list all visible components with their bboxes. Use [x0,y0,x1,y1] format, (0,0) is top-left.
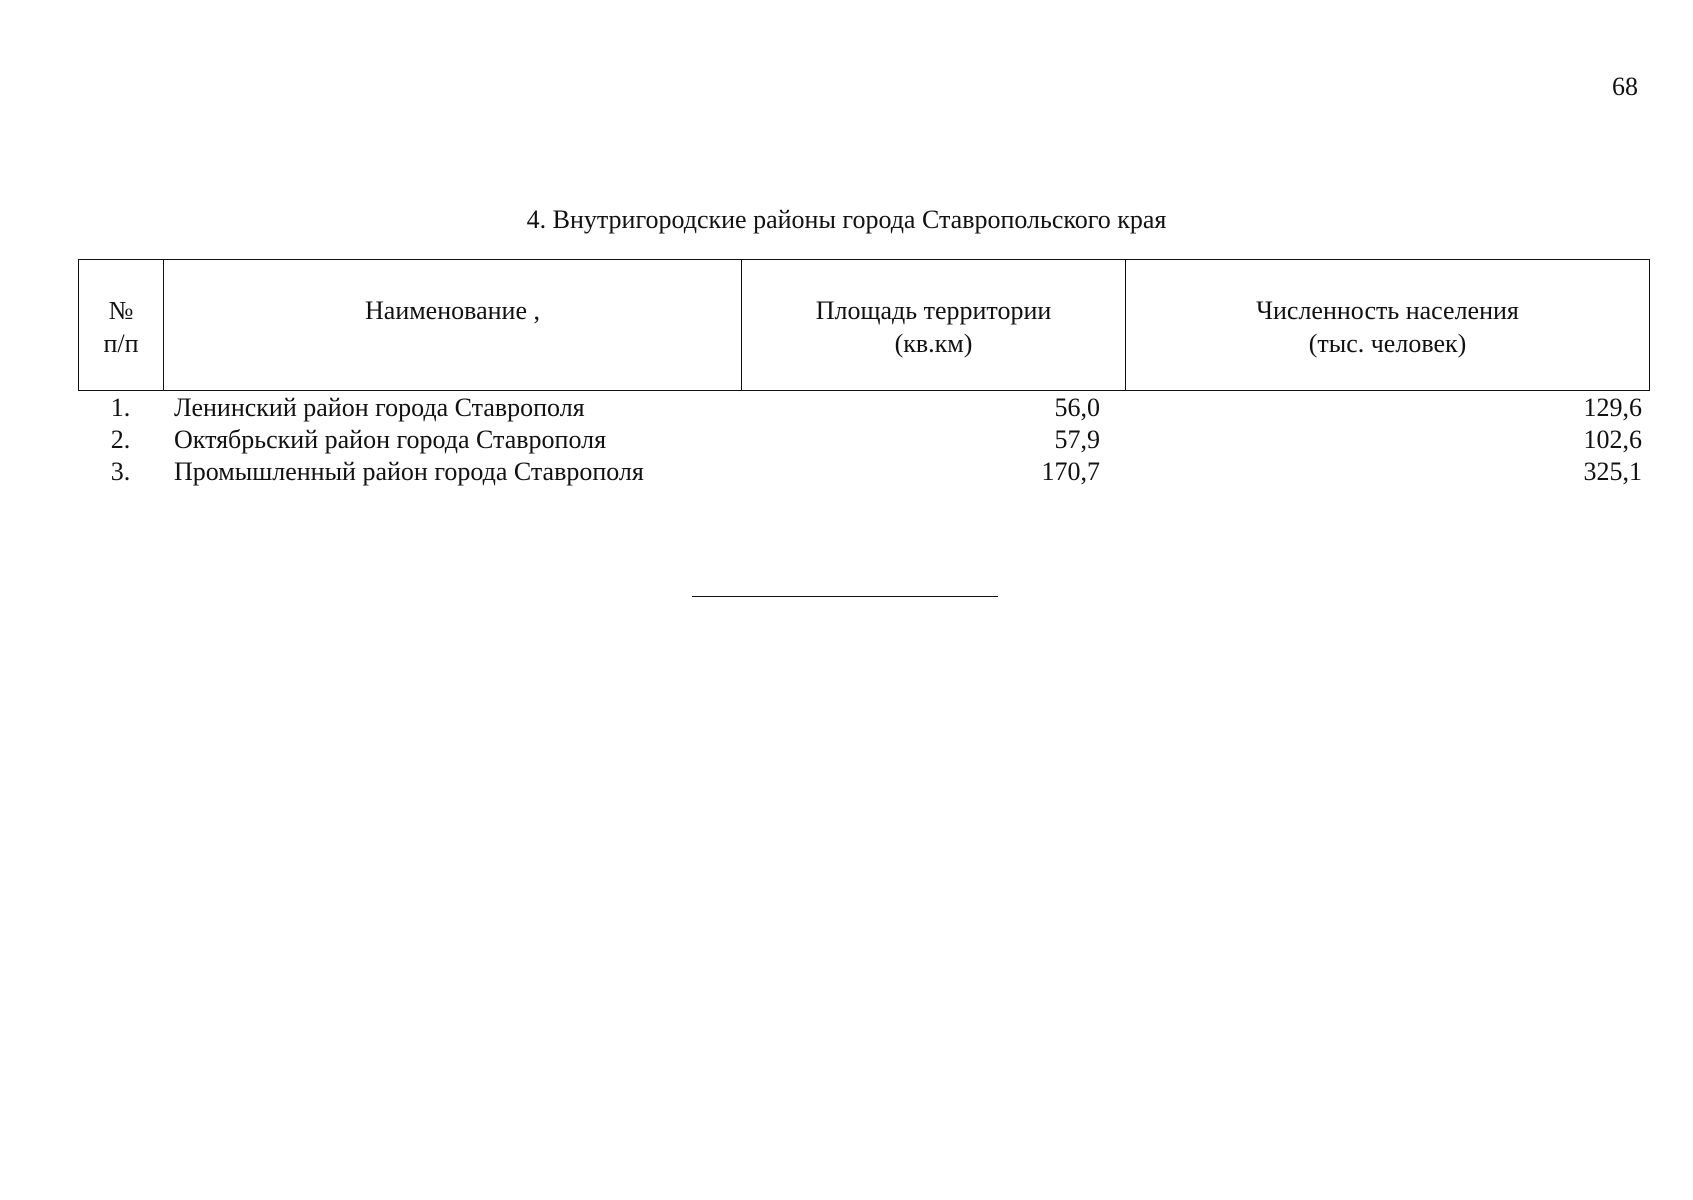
row-area: 57,9 [1054,425,1100,454]
row-area: 170,7 [1041,457,1100,486]
row-number: 3. [110,457,131,486]
row-number: 1. [110,393,131,422]
header-population-unit: (тыс. человек) [1308,329,1467,358]
row-name: Октябрьский район города Ставрополя [174,425,607,454]
page-number: 68 [1612,72,1638,101]
table-row [78,392,1650,424]
header-number [79,260,164,390]
row-population: 102,6 [1583,425,1642,454]
header-name [164,260,742,390]
table-header [78,259,1650,391]
header-area-unit: (кв.км) [894,329,973,358]
row-name: Промышленный район города Ставрополя [174,457,644,486]
row-name: Ленинский район города Ставрополя [174,393,585,422]
header-number-symbol: № [108,296,134,325]
header-population-label: Численность населения [1256,296,1519,325]
table-body [78,392,1650,488]
row-population: 129,6 [1583,393,1642,422]
header-number-abbr: п/п [103,329,139,358]
end-divider [692,596,998,597]
header-name-label: Наименование , [365,296,540,325]
header-area-label: Площадь территории [815,296,1052,325]
row-number: 2. [110,425,131,454]
header-area [742,260,1126,390]
header-population [1126,260,1649,390]
row-population: 325,1 [1583,457,1642,486]
table-row [78,456,1650,488]
row-area: 56,0 [1054,393,1100,422]
table-row [78,424,1650,456]
table-title: 4. Внутригородские районы города Ставропольского края [526,205,1167,234]
